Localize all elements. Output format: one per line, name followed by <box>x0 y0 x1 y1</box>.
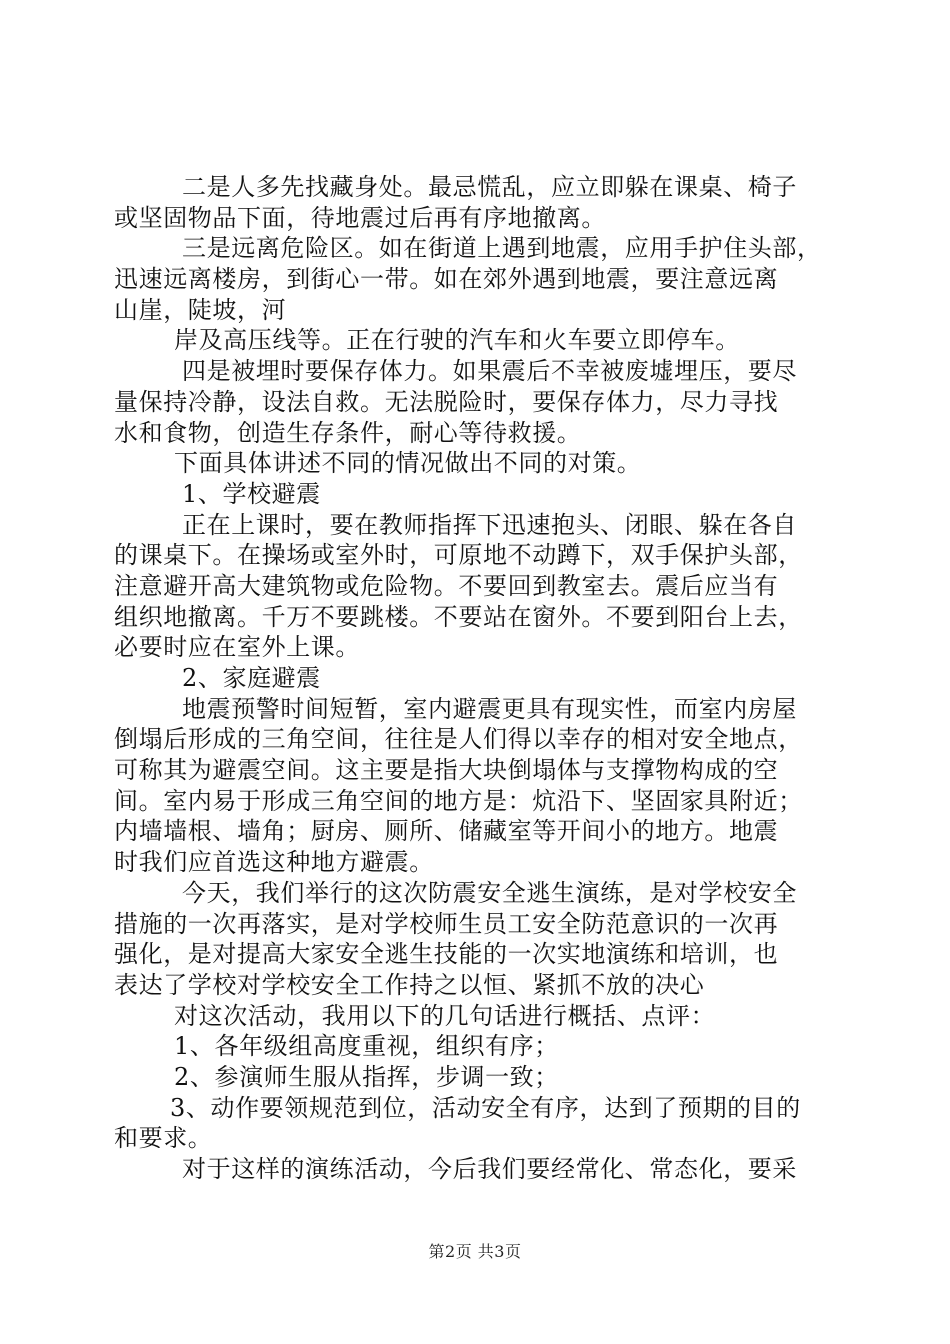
text-line: 对于这样的演练活动，今后我们要经常化、常态化，要采 <box>182 1155 797 1183</box>
text-line: 表达了学校对学校安全工作持之以恒、紧抓不放的决心 <box>114 970 705 999</box>
text-line: 对这次活动，我用以下的几句话进行概括、点评： <box>174 1001 716 1030</box>
text-line: 正在上课时，要在教师指挥下迅速抱头、闭眼、躲在各自 <box>182 510 797 539</box>
text-line: 间。室内易于形成三角空间的地方是：炕沿下、坚固家具附近； <box>114 786 803 815</box>
list-item: 2、参演师生服从指挥，步调一致； <box>174 1062 559 1091</box>
section-heading: 1、学校避震 <box>182 479 321 508</box>
text-line: 地震预警时间短暂，室内避震更具有现实性，而室内房屋 <box>182 694 797 723</box>
text-line: 必要时应在室外上课。 <box>114 633 360 662</box>
text-line: 注意避开高大建筑物或危险物。不要回到教室去。震后应当有 <box>114 571 779 600</box>
text-line: 组织地撤离。千万不要跳楼。不要站在窗外。不要到阳台上去， <box>114 602 803 631</box>
text-line: 内墙墙根、墙角；厨房、厕所、储藏室等开间小的地方。地震 <box>114 817 779 846</box>
text-line: 时我们应首选这种地方避震。 <box>114 848 434 877</box>
page-number-footer: 第2页 共3页 <box>428 1242 522 1261</box>
text-line: 的课桌下。在操场或室外时，可原地不动蹲下，双手保护头部， <box>114 541 803 570</box>
document-body <box>114 172 844 1185</box>
text-line: 三是远离危险区。如在街道上遇到地震，应用手护住头部， <box>182 234 822 263</box>
text-line: 岸及高压线等。正在行驶的汽车和火车要立即停车。 <box>174 326 740 355</box>
text-line: 山崖，陡坡，河 <box>114 295 287 324</box>
list-item: 3、动作要领规范到位，活动安全有序，达到了预期的目的 <box>170 1093 801 1122</box>
text-line: 下面具体讲述不同的情况做出不同的对策。 <box>174 449 642 478</box>
list-item: 1、各年级组高度重视，组织有序； <box>174 1032 559 1061</box>
text-line: 或坚固物品下面，待地震过后再有序地撤离。 <box>114 203 606 232</box>
text-line: 四是被埋时要保存体力。如果震后不幸被废墟埋压，要尽 <box>182 357 797 386</box>
text-line: 可称其为避震空间。这主要是指大块倒塌体与支撑物构成的空 <box>114 756 779 785</box>
text-line: 迅速远离楼房，到街心一带。如在郊外遇到地震，要注意远离 <box>114 265 779 294</box>
text-line: 今天，我们举行的这次防震安全逃生演练，是对学校安全 <box>182 878 797 907</box>
text-line: 量保持冷静，设法自救。无法脱险时，要保存体力，尽力寻找 <box>114 387 779 416</box>
text-line: 水和食物，创造生存条件，耐心等待救援。 <box>114 418 582 447</box>
text-line: 措施的一次再落实，是对学校师生员工安全防范意识的一次再 <box>114 909 779 938</box>
text-line: 二是人多先找藏身处。最忌慌乱，应立即躲在课桌、椅子 <box>182 173 797 201</box>
text-line: 和要求。 <box>114 1124 213 1153</box>
text-line: 倒塌后形成的三角空间，往往是人们得以幸存的相对安全地点， <box>114 725 803 754</box>
section-heading: 2、家庭避震 <box>182 664 321 692</box>
text-line: 强化，是对提高大家安全逃生技能的一次实地演练和培训，也 <box>114 940 779 969</box>
